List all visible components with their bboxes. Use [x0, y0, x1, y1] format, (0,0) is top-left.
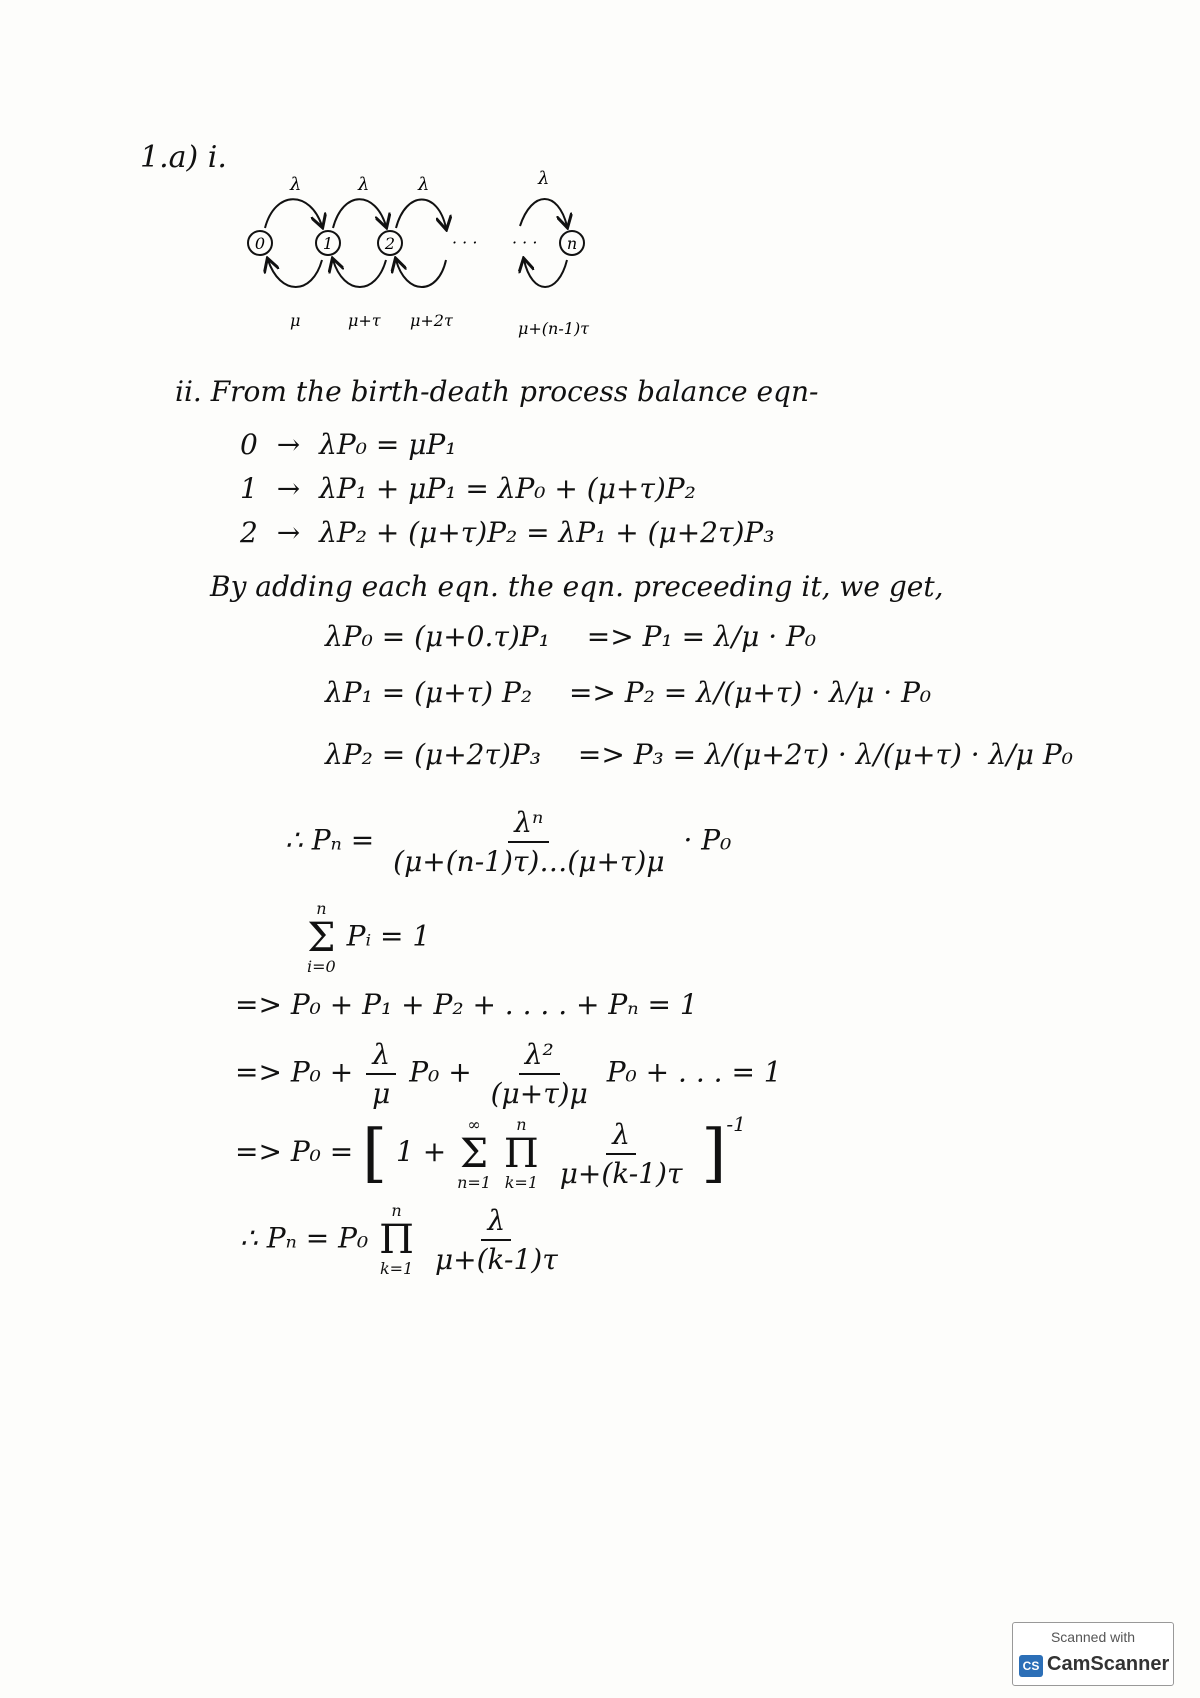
- service-arc-n: [524, 260, 567, 287]
- state-n: [560, 231, 584, 255]
- state-transition-diagram: [240, 168, 640, 338]
- watermark-brand: CamScanner: [1047, 1653, 1170, 1675]
- balance-eqn-0: 0 → λP₀ = μP₁: [240, 428, 457, 461]
- diagram-ellipsis-1: · · ·: [452, 233, 478, 252]
- pn-general-eqn: ∴ Pₙ = $\frac{\text{λⁿ}}{(\mu+(n-1)\tau)\dots(\mu+\tau)\mu}$ · P₀: [285, 806, 732, 878]
- camscanner-logo-icon: CS: [1019, 1655, 1043, 1677]
- balance-eqn-1: 1 → λP₁ + μP₁ = λP₀ + (μ+τ)P₂: [240, 472, 696, 505]
- state-2: [378, 231, 402, 255]
- part-i-label: 1.a) i.: [140, 140, 227, 175]
- service-label-1: μ: [290, 311, 301, 330]
- arrival-label-2: λ: [358, 174, 370, 195]
- derived-eqn-3: λP₂ = (μ+2τ)P₃ => P₃ = λ/(μ+2τ) · λ/(μ+τ) · λ/μ P₀: [325, 738, 1073, 771]
- derived-eqn-1: λP₀ = (μ+0.τ)P₁ => P₁ = λ/μ · P₀: [325, 620, 817, 653]
- arrival-arc-0-1: [265, 199, 322, 228]
- diagram-ellipsis-2: · · ·: [512, 233, 538, 252]
- arrival-label-3: λ: [418, 174, 430, 195]
- service-arc-1-0: [268, 260, 322, 287]
- expanded-sum: => P₀ + P₁ + P₂ + . . . . + Pₙ = 1: [235, 988, 698, 1021]
- service-arc-2-1: [333, 260, 386, 287]
- svg-text:0: 0: [254, 234, 266, 253]
- final-pn-formula: ∴ Pₙ = P₀ n Π k=1 $\frac{\lambda}{\mu+(k-1)\tau}$: [240, 1201, 558, 1278]
- watermark-caption: Scanned with: [1050, 1629, 1136, 1645]
- arrival-arc-2-3: [396, 200, 446, 229]
- p0-formula: => P₀ = [ 1 + ∞ Σ n=1 n Π k=1 $\frac{\lambda}{\mu+(k-1)\tau}$ ]$^{-1}$: [235, 1112, 746, 1192]
- svg-text:n: n: [566, 234, 578, 253]
- service-label-3: μ+2τ: [410, 311, 453, 330]
- arrival-label-1: λ: [290, 174, 302, 195]
- part-ii-intro: ii. From the birth-death process balance eqn-: [175, 375, 819, 408]
- state-1: [316, 231, 340, 255]
- arrival-arc-1-2: [333, 199, 386, 228]
- derived-eqn-2: λP₁ = (μ+τ) P₂ => P₂ = λ/(μ+τ) · λ/μ · P₀: [325, 676, 932, 709]
- svg-text:2: 2: [384, 234, 396, 253]
- state-0: [248, 231, 272, 255]
- adding-text: By adding each eqn. the eqn. preceeding it, we get,: [210, 570, 944, 603]
- arrival-label-n: λ: [538, 168, 550, 189]
- service-arc-3-2: [396, 260, 446, 287]
- arrival-arc-n: [520, 199, 567, 226]
- balance-eqn-2: 2 → λP₂ + (μ+τ)P₂ = λP₁ + (μ+2τ)P₃: [240, 516, 775, 549]
- service-label-n: μ+(n-1)τ: [518, 319, 590, 338]
- expanded-sum-2: => P₀ + $\frac{\lambda}{\mu}$ P₀ + $\frac{\text{λ²}}{(\mu+\tau)\mu}$ P₀ + . . . = 1: [235, 1038, 782, 1110]
- service-label-2: μ+τ: [348, 311, 381, 330]
- svg-text:1: 1: [322, 234, 334, 253]
- camscanner-watermark: [1012, 1622, 1174, 1686]
- sum-eqn: n Σ i=0 Pᵢ = 1: [307, 899, 431, 976]
